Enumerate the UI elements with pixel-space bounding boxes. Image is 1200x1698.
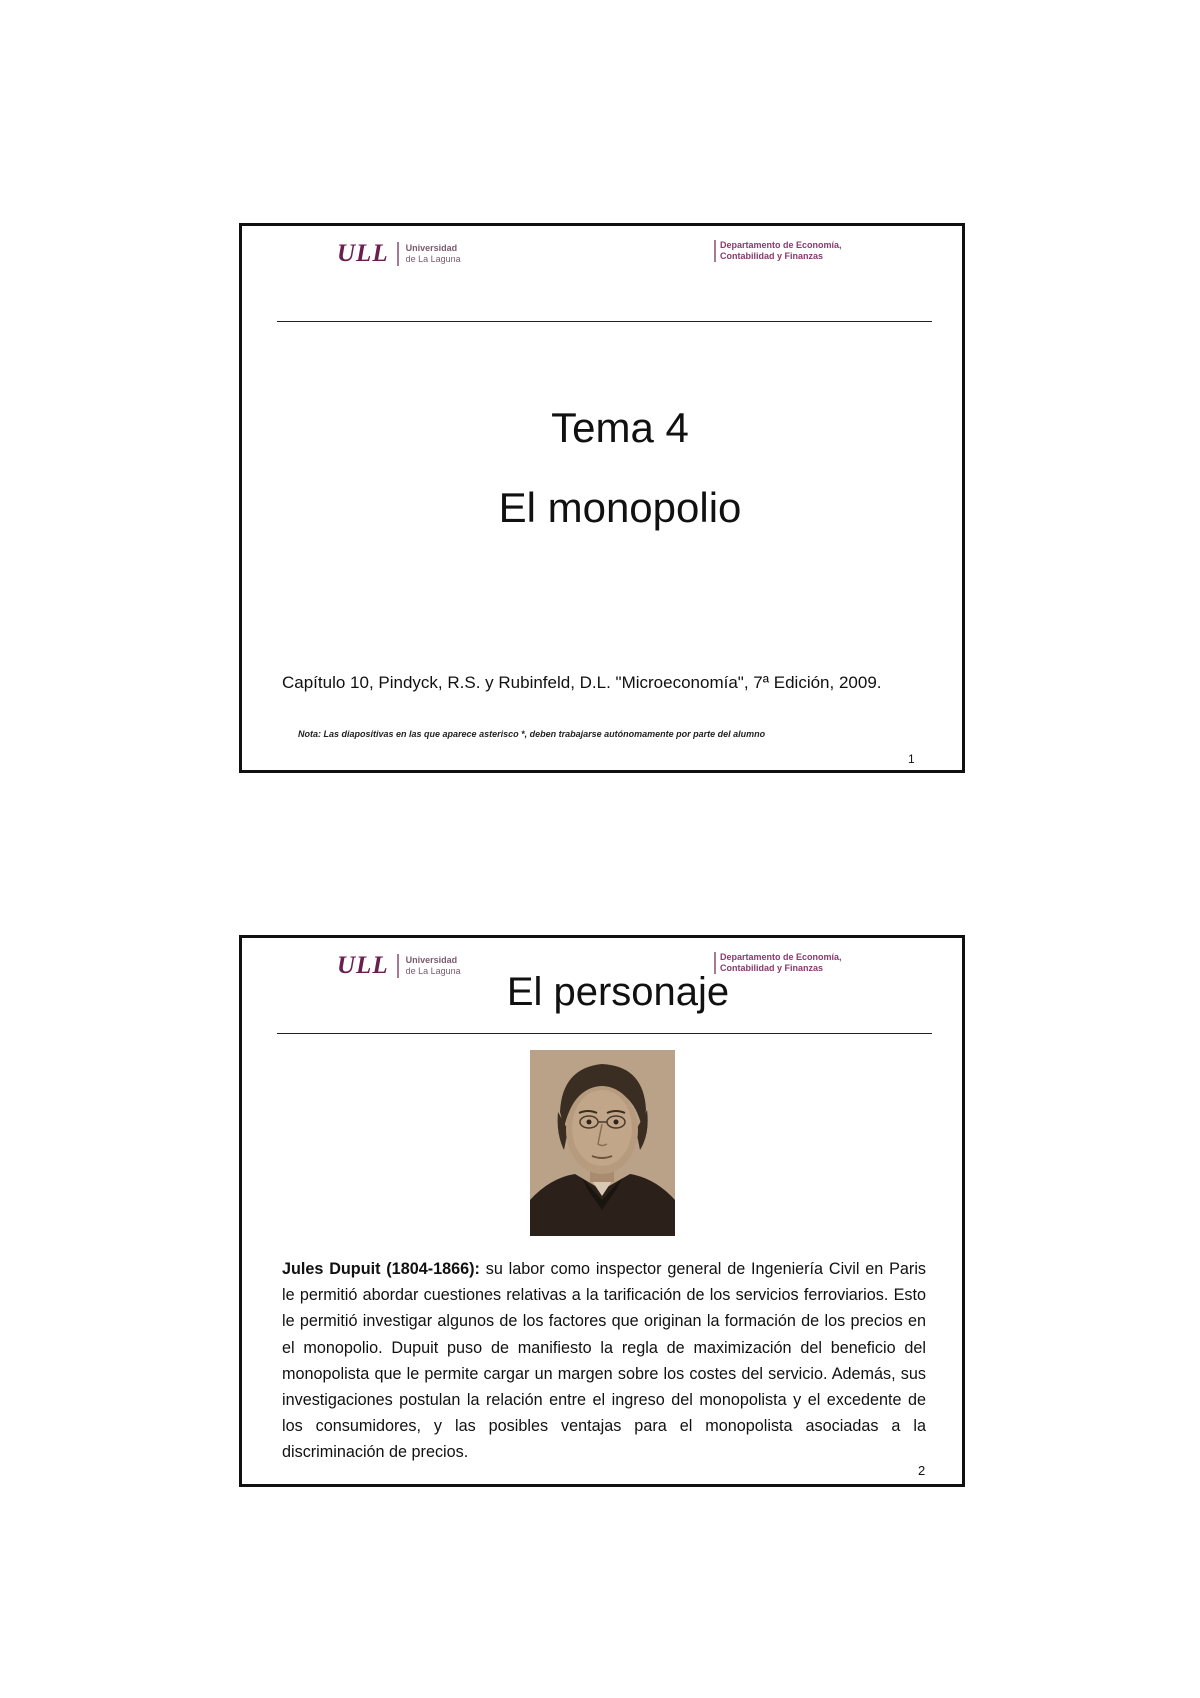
slide-title: Tema 4	[551, 404, 689, 451]
ull-logo-line2: de La Laguna	[405, 965, 461, 976]
department-line1: Departamento de Economía,	[720, 952, 842, 962]
slide-2	[239, 935, 965, 1487]
slide-title: El personaje	[506, 970, 730, 1014]
slide-1	[239, 223, 965, 773]
slide-subtitle: El monopolio	[498, 484, 742, 531]
header-divider	[277, 321, 932, 322]
page-number: 2	[918, 1463, 926, 1478]
ull-logo-mark: ULL	[337, 240, 389, 267]
header-divider	[277, 1033, 932, 1034]
biography-paragraph	[282, 1256, 926, 1466]
ull-logo-line2: de La Laguna	[405, 253, 461, 264]
portrait-photo	[530, 1050, 675, 1236]
department-logo	[714, 240, 842, 262]
biography-text: su labor como inspector general de Ingeniería Civil en Paris le permitió abordar cuestiones relativas a la tarificación de los servicios ferroviarios. Esto le permitió investigar algunos de los factores que originan la formación de los precios en el monopolio. Dupuit puso de manifiesto la regla de maximización del beneficio del monopolista que le permite cargar un margen sobre los costes del servicio. Además, sus investigaciones postulan la relación entre el ingreso del monopolista y el excedente de los consumidores, y las posibles ventajas para el monopolista asociadas a la discriminación de precios.	[282, 1260, 927, 1462]
ull-logo-line1: Universidad	[405, 954, 458, 965]
department-line1: Departamento de Economía,	[720, 240, 842, 250]
department-line2: Contabilidad y Finanzas	[720, 251, 824, 261]
footnote: Nota: Las diapositivas en las que aparece asterisco *, deben trabajarse autónomamente por parte del alumno	[298, 729, 766, 739]
ull-logo	[337, 241, 461, 266]
logo-divider	[397, 242, 399, 266]
ull-logo-mark: ULL	[337, 952, 389, 979]
biography-name: Jules Dupuit (1804-1866):	[282, 1260, 480, 1278]
page-number: 1	[908, 752, 915, 766]
department-line2: Contabilidad y Finanzas	[720, 963, 824, 973]
bibliographic-reference: Capítulo 10, Pindyck, R.S. y Rubinfeld, D.L. "Microeconomía", 7ª Edición, 2009.	[282, 673, 882, 692]
portrait-illustration	[530, 1050, 675, 1236]
ull-logo-line1: Universidad	[405, 242, 458, 253]
